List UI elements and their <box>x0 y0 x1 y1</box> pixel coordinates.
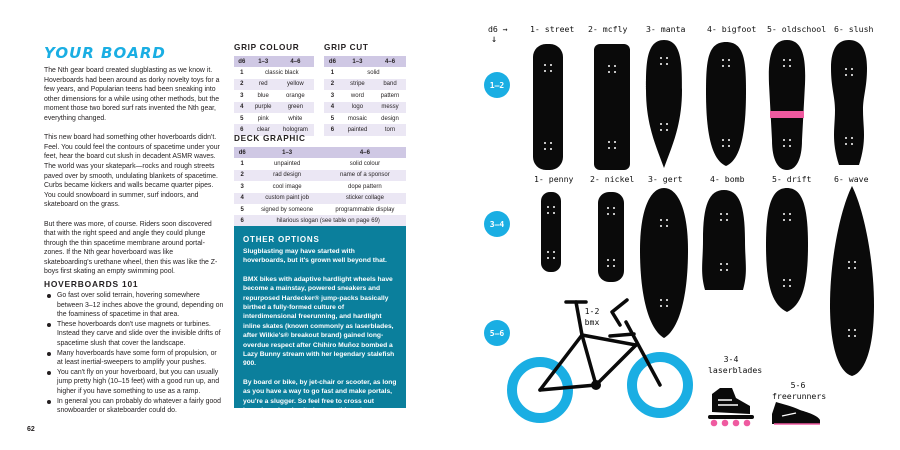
list-item: Go fast over solid terrain, hovering somewhere between 3–12 inches above the ground, depending on the foaminess of spacetime in that area. <box>44 291 224 320</box>
grip-colour-heading: GRIP COLOUR <box>234 43 300 52</box>
other-options-paragraph: Slugblasting may have started with hoverboards, but it's grown well beyond that. <box>243 248 387 265</box>
list-item: You can't fly on your hoverboard, but you can usually jump pretty high (10–15 feet) with a good run up, and higher if you have something to use as a ramp. <box>44 368 224 397</box>
table-cell: painted <box>341 124 374 135</box>
table-cell: green <box>277 102 314 113</box>
d6-label: d6 → <box>488 24 508 34</box>
table-cell: orange <box>286 92 305 99</box>
table-cell: name of a sponsor <box>324 170 406 181</box>
oldschool-deck <box>769 40 805 170</box>
table-cell: torn <box>374 124 406 135</box>
table-cell: logo <box>341 102 374 113</box>
vehicle-label-bmx: 1-2 bmx <box>584 306 600 327</box>
deck-label-bigfoot: 4- bigfoot <box>707 24 757 34</box>
roll-number: 4 <box>234 193 250 204</box>
table-cell: classic black <box>264 70 299 77</box>
deck-label-street: 1- street <box>530 24 575 34</box>
deck-label-penny: 1- penny <box>534 174 574 184</box>
table-cell: stripe <box>341 79 374 90</box>
table-cell: band <box>374 79 406 90</box>
other-options-paragraph: BMX bikes with adaptive hardlight wheels have become a mainstay, powered sneakers and repurposed Hardecker® jump-packs basically birthed a fully-formed culture of interdimensional freerunning, and hardlight inline skates (known commonly as laserblades, after Wilkie's® breakout brand) gained long-overdue respect after Chihiro Muñoz bombed a Lazy Bunny stream with her legendary stalefish 900. <box>243 275 395 368</box>
table-cell: red <box>250 79 277 90</box>
grip-cut-heading: GRIP CUT <box>324 43 369 52</box>
column-header: d6 <box>234 147 250 158</box>
table-cell: solid colour <box>349 161 381 168</box>
intro-paragraph: But there was more, of course. Riders soon discovered that with the right speed and angle they could plunge through the thin spacetime membrane around portal-zones. If the Nth gear hoverboard was like skateboarding's urethane wheel, then this was like the Z-boys first skating an empty swimming pool. <box>44 220 218 276</box>
other-options-paragraph: By board or bike, by jet-chair or scooter, as long as you have a way to go fast and make portals, you're a slugger. So feel free to cross out hoverboard and write in something else. <box>243 378 397 415</box>
table-cell: yellow <box>277 79 314 90</box>
column-header: 4–6 <box>277 56 314 67</box>
roll-number: 2 <box>324 79 341 90</box>
table-cell: mosaic <box>347 115 367 122</box>
truck-holes <box>544 57 856 337</box>
row-badge-5-6: 5–6 <box>484 320 510 346</box>
nickel-deck <box>598 192 624 282</box>
table-cell: unpainted <box>273 161 301 168</box>
deck-label-drift: 5- drift <box>772 174 812 184</box>
table-cell: programmable display <box>335 206 395 213</box>
roll-number: 5 <box>240 115 244 122</box>
row-badge-1-2: 1–2 <box>484 72 510 98</box>
page-number: 62 <box>27 426 35 433</box>
roll-number: 5 <box>240 206 244 213</box>
page-title: YOUR BOARD <box>44 44 166 62</box>
table-cell: pink <box>257 115 269 122</box>
manta-deck <box>646 40 682 168</box>
table-cell: sticker collage <box>324 193 406 204</box>
section-heading: HOVERBOARDS 101 <box>44 279 139 289</box>
intro-paragraph: The Nth gear board created slugblasting as we know it. Hoverboards had been around as dorky novelty toys for a few years, and Popularian teens had been sneaking into other dimensions for a while using other methods, but the moment those two bored surf rats invented the Nth gear, everything changed. <box>44 67 220 122</box>
freerunner-shoe <box>772 402 820 424</box>
roll-number: 6 <box>234 215 250 226</box>
roll-number: 1 <box>330 70 335 77</box>
table-cell: hilarious slogan (see table on page 69) <box>250 215 406 226</box>
drift-deck <box>766 188 808 312</box>
column-header: 4–6 <box>374 56 406 67</box>
roll-number: 2 <box>234 170 250 181</box>
table-cell: signed by someone <box>261 206 314 213</box>
roll-number: 3 <box>240 92 244 99</box>
table-cell: white <box>288 115 303 122</box>
roll-number: 3 <box>240 183 244 190</box>
vehicle-label-laserblades: 3-4 laserblades <box>708 354 763 375</box>
laserblade-skate <box>708 388 754 426</box>
row-badge-3-4: 3–4 <box>484 211 510 237</box>
list-item: In general you can probably do whatever a fairly good snowboarder or skateboarder could do. <box>44 397 224 416</box>
table-cell: cool image <box>272 183 302 190</box>
vehicle-label-freerunners: 5-6 freerunners <box>772 380 827 401</box>
roll-number: 1 <box>240 161 244 168</box>
column-header: d6 <box>234 56 250 67</box>
table-cell: hologram <box>277 124 314 135</box>
mcfly-deck <box>594 44 630 170</box>
table-cell: messy <box>374 102 406 113</box>
deck-label-mcfly: 2- mcfly <box>588 24 628 34</box>
roll-number: 4 <box>234 102 250 113</box>
table-cell: design <box>381 115 399 122</box>
d6-down-arrow: ↓ <box>491 34 498 45</box>
column-header: 4–6 <box>324 147 406 158</box>
list-item: Many hoverboards have some form of propulsion, or at least inertial-sweepers to amplify your pushes. <box>44 349 224 368</box>
grip-stripe <box>770 111 804 118</box>
roll-number: 3 <box>330 92 335 99</box>
bigfoot-deck <box>706 42 746 166</box>
deck-label-wave: 6- wave <box>834 174 869 184</box>
table-cell: rad design <box>250 170 323 181</box>
deck-label-bomb: 4- bomb <box>710 174 745 184</box>
table-cell: word <box>350 92 364 99</box>
deck-label-manta: 3- manta <box>646 24 686 34</box>
wave-deck <box>830 186 874 376</box>
table-cell: custom paint job <box>250 193 323 204</box>
table-cell: purple <box>250 102 277 113</box>
roll-number: 1 <box>240 70 244 77</box>
column-header: 1–3 <box>341 56 374 67</box>
roll-number: 6 <box>234 124 250 135</box>
table-cell: pattern <box>380 92 400 99</box>
deck-label-slush: 6- slush <box>834 24 874 34</box>
table-cell: solid <box>367 70 380 77</box>
street-deck <box>533 44 563 170</box>
slush-deck <box>831 40 867 165</box>
roll-number: 2 <box>234 79 250 90</box>
column-header: 1–3 <box>250 56 277 67</box>
roll-number: 4 <box>324 102 341 113</box>
deck-label-oldschool: 5- oldschool <box>767 24 827 34</box>
intro-paragraph: This new board had something other hoverboards didn't. Feel. You could feel the contours of spacetime under your feet, hear the board cut slush in decadent ASMR waves. The world was your skatepark—rocks and rough streets paved over by smooth, undulating blankets of spacetime. Curbs became kickers and walls became quarter pipes. You could snowboard in summer, surf indoors, and skateboard on the grass. <box>44 134 220 209</box>
column-header: d6 <box>324 56 341 67</box>
roll-number: 6 <box>324 124 341 135</box>
other-options-heading: OTHER OPTIONS <box>243 235 320 244</box>
list-item: These hoverboards don't use magnets or turbines. Instead they carve and slide over the invisible drifts of spacetime slush that cover the landscape. <box>44 320 224 349</box>
table-cell: blue <box>257 92 269 99</box>
table-cell: dope pattern <box>348 183 382 190</box>
deck-label-gert: 3- gert <box>648 174 683 184</box>
deck-graphic-heading: DECK GRAPHIC <box>234 134 306 143</box>
gert-deck <box>640 188 688 338</box>
deck-label-nickel: 2- nickel <box>590 174 635 184</box>
table-cell: clear <box>250 124 277 135</box>
penny-deck <box>541 192 561 272</box>
column-header: 1–3 <box>250 147 323 158</box>
bomb-deck <box>702 190 746 290</box>
roll-number: 5 <box>330 115 335 122</box>
